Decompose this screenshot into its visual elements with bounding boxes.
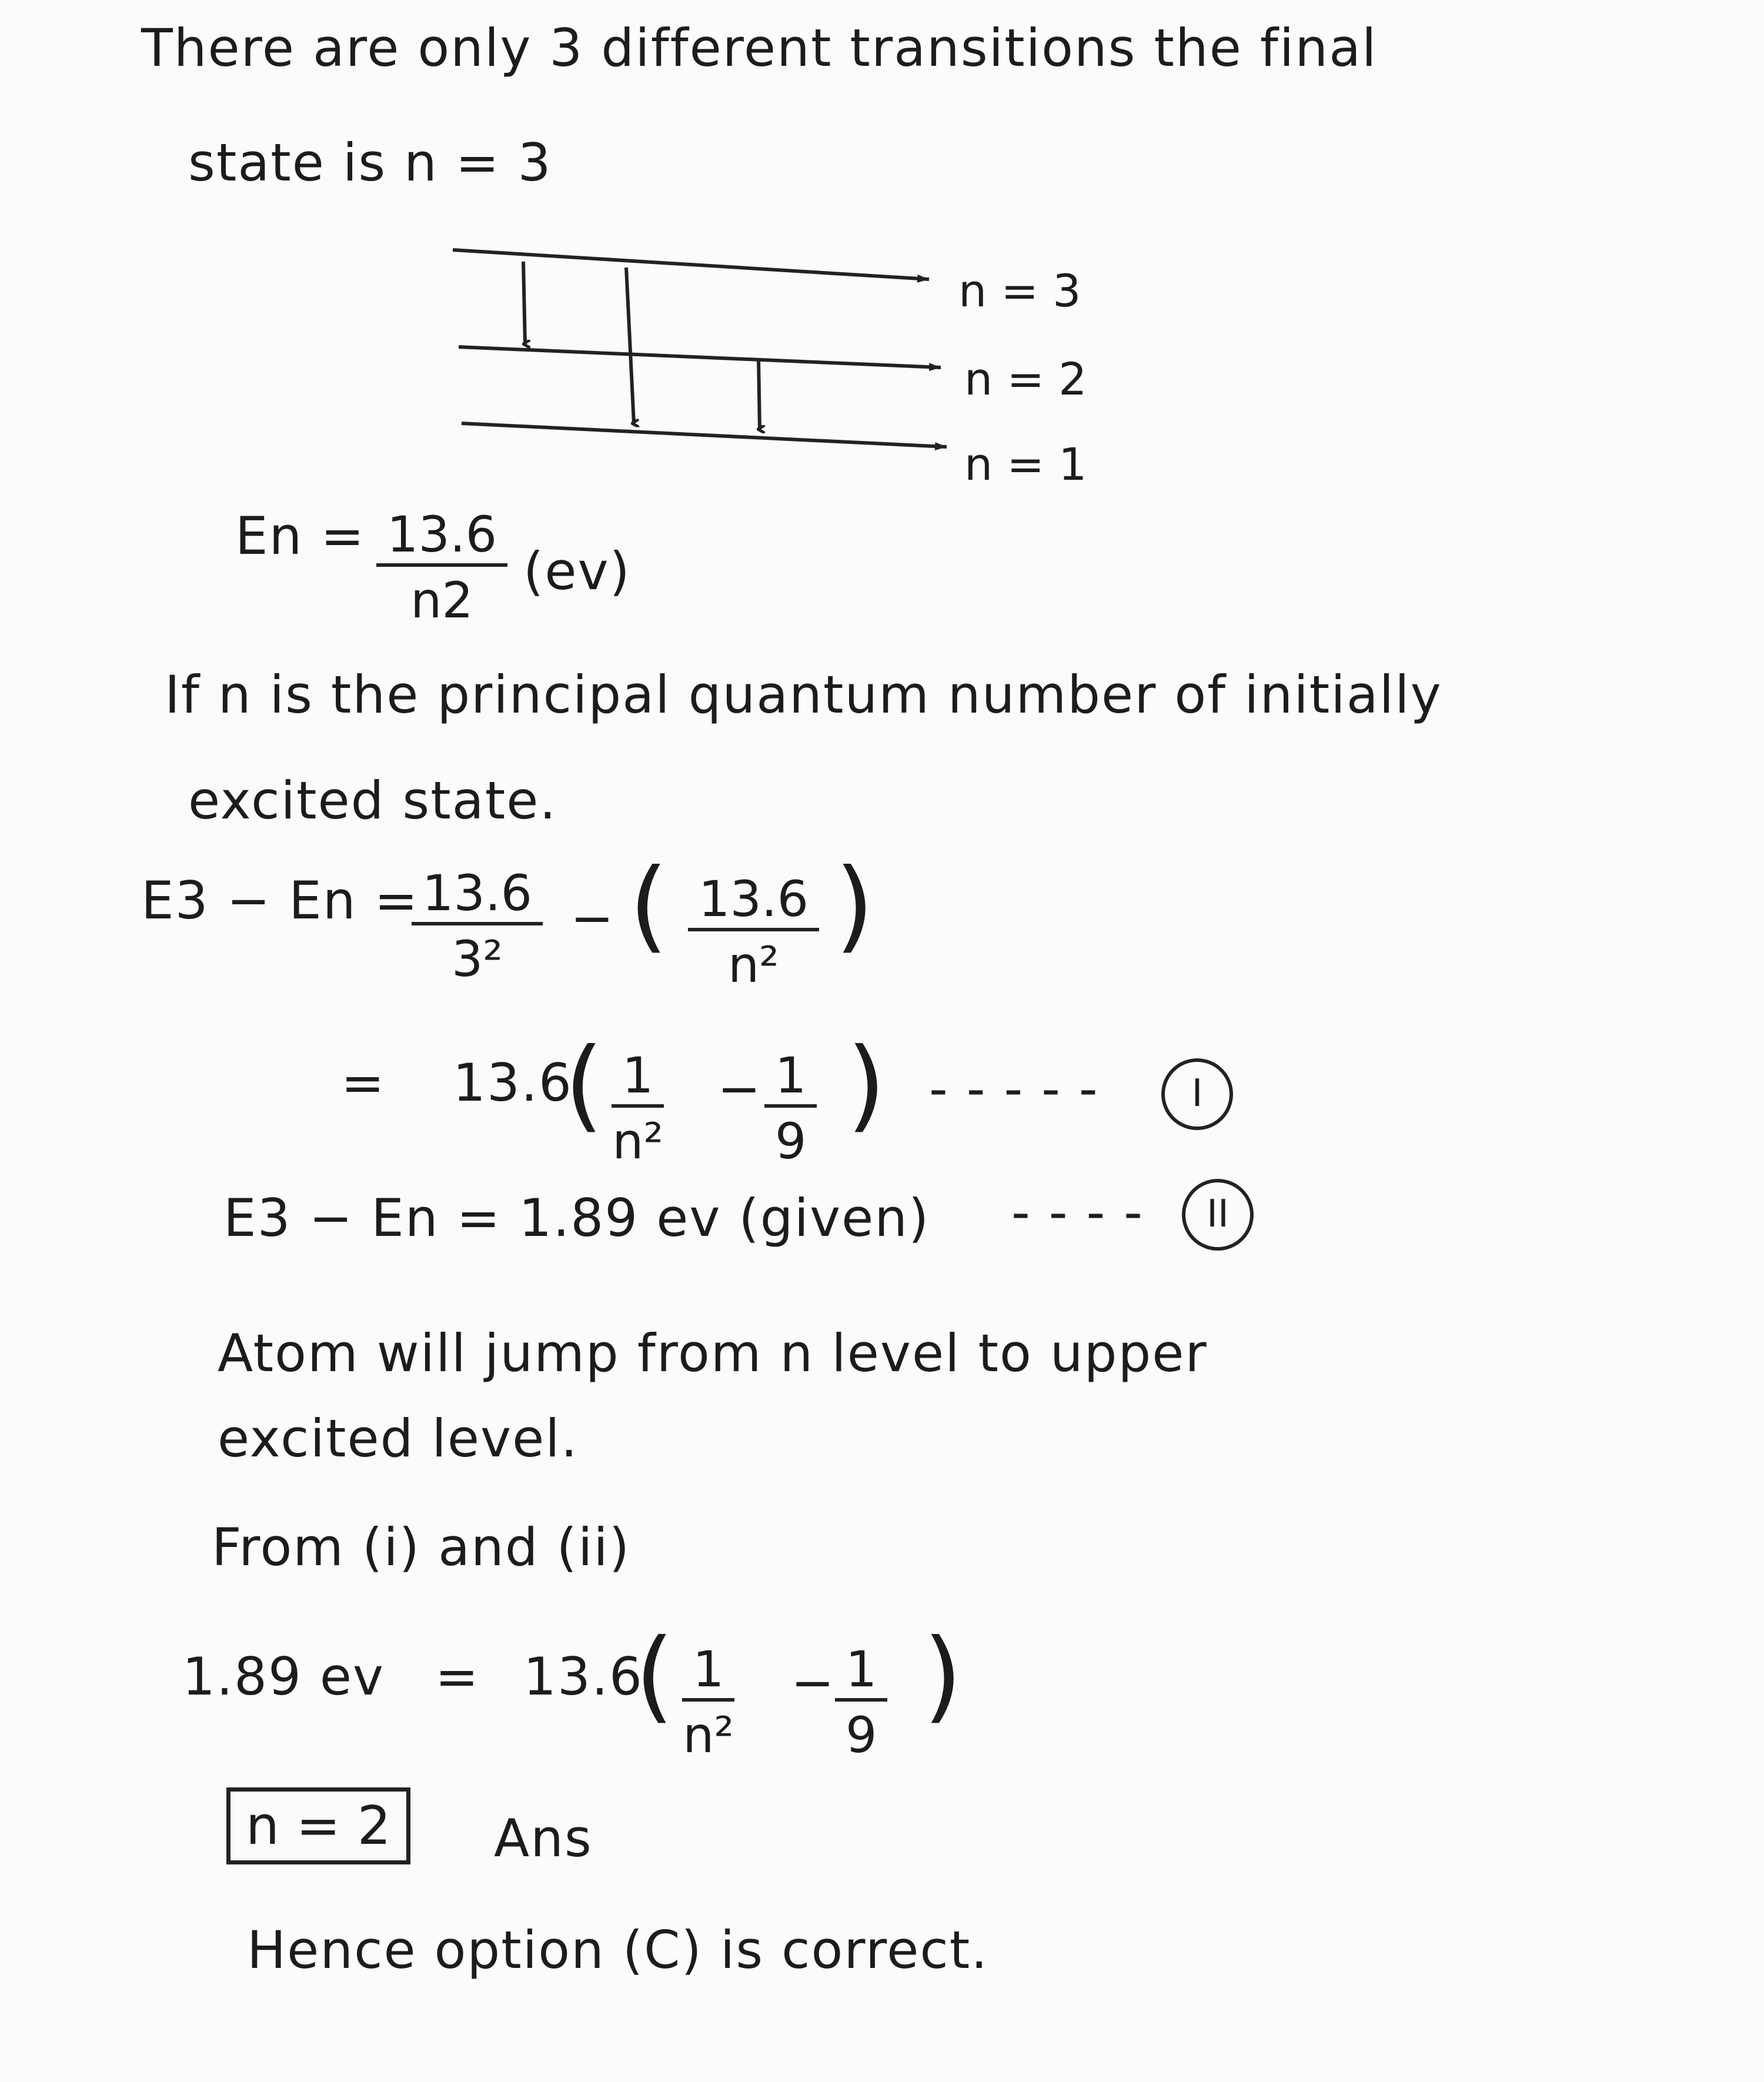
from-text: From (i) and (ii) [212, 1517, 631, 1578]
eq4-equals: = [435, 1646, 480, 1707]
level-label-n1: n = 1 [964, 438, 1087, 490]
eq2-open-paren: ( [564, 1027, 604, 1143]
eq2-label-circle: I [1161, 1058, 1233, 1130]
eq1-fraction-1 [412, 864, 543, 988]
answer-box: n = 2 [226, 1787, 410, 1864]
intro-line-2: state is n = 3 [188, 132, 552, 193]
eq1-frac2-numerator: 13.6 [688, 870, 819, 931]
eq4-frac1-numerator: 1 [682, 1640, 734, 1702]
eq2-coefficient: 13.6 [453, 1052, 573, 1113]
eq1-minus: − [570, 888, 615, 948]
eq1-frac1-denominator: 3² [451, 930, 503, 988]
eq1-frac2-denominator: n² [728, 936, 779, 994]
level-line-n1 [462, 423, 947, 447]
eq4-frac1-denominator: n² [683, 1706, 734, 1764]
eq2-equals: = [341, 1052, 386, 1113]
eq2-close-paren: ) [847, 1027, 886, 1143]
eq4-fraction-1 [682, 1640, 734, 1764]
eq1-frac1-numerator: 13.6 [412, 864, 543, 925]
transition-arrow-3-to-2 [523, 262, 525, 344]
energy-level-diagram [0, 0, 1764, 529]
eq4-lhs: 1.89 ev [182, 1646, 385, 1707]
eq2-fraction-2 [764, 1047, 817, 1170]
energy-formula-fraction [376, 506, 507, 629]
level-line-n2 [459, 347, 941, 367]
eq2-minus: − [717, 1058, 762, 1119]
eq4-frac2-denominator: 9 [846, 1706, 877, 1764]
atom-text-line-1: Atom will jump from n level to upper [218, 1323, 1208, 1383]
eq1-fraction-2 [688, 870, 819, 994]
eq2-dashes: - - - - - [929, 1058, 1099, 1119]
eq4-fraction-2 [835, 1640, 887, 1764]
eq4-frac2-numerator: 1 [835, 1640, 887, 1702]
eq1-close-paren: ) [835, 847, 874, 964]
energy-formula-denominator: n2 [410, 572, 473, 629]
eq2-frac2-numerator: 1 [764, 1047, 817, 1108]
intro-line-1: There are only 3 different transitions the final [141, 18, 1378, 78]
conclusion-text: Hence option (C) is correct. [247, 1920, 989, 1980]
text-block-line-2: excited state. [188, 770, 557, 831]
eq4-open-paren: ( [635, 1618, 674, 1734]
level-label-n3: n = 3 [958, 265, 1081, 317]
eq1-lhs: E3 − En = [141, 870, 419, 931]
atom-text-line-2: excited level. [218, 1408, 579, 1469]
eq3-dashes: - - - - [1011, 1182, 1144, 1242]
eq2-frac2-denominator: 9 [775, 1112, 807, 1170]
text-block-line-1: If n is the principal quantum number of initially [165, 664, 1442, 725]
transition-arrow-2-to-1 [759, 359, 760, 429]
transition-arrow-3-to-1 [626, 268, 634, 423]
eq4-minus: − [791, 1652, 836, 1713]
eq2-fraction-1 [612, 1047, 664, 1170]
eq2-frac1-numerator: 1 [612, 1047, 664, 1108]
eq1-open-paren: ( [629, 847, 669, 964]
energy-formula-lhs: En = [235, 506, 366, 566]
eq4-coefficient: 13.6 [523, 1646, 643, 1707]
eq3-text: E3 − En = 1.89 ev (given) [223, 1188, 930, 1248]
eq3-label-circle: II [1182, 1179, 1254, 1251]
eq2-frac1-denominator: n² [612, 1112, 664, 1170]
energy-formula-unit: (ev) [523, 541, 631, 601]
eq4-close-paren: ) [923, 1618, 963, 1734]
level-label-n2: n = 2 [964, 353, 1087, 405]
answer-label: Ans [494, 1808, 593, 1869]
energy-formula-numerator: 13.6 [376, 506, 507, 567]
